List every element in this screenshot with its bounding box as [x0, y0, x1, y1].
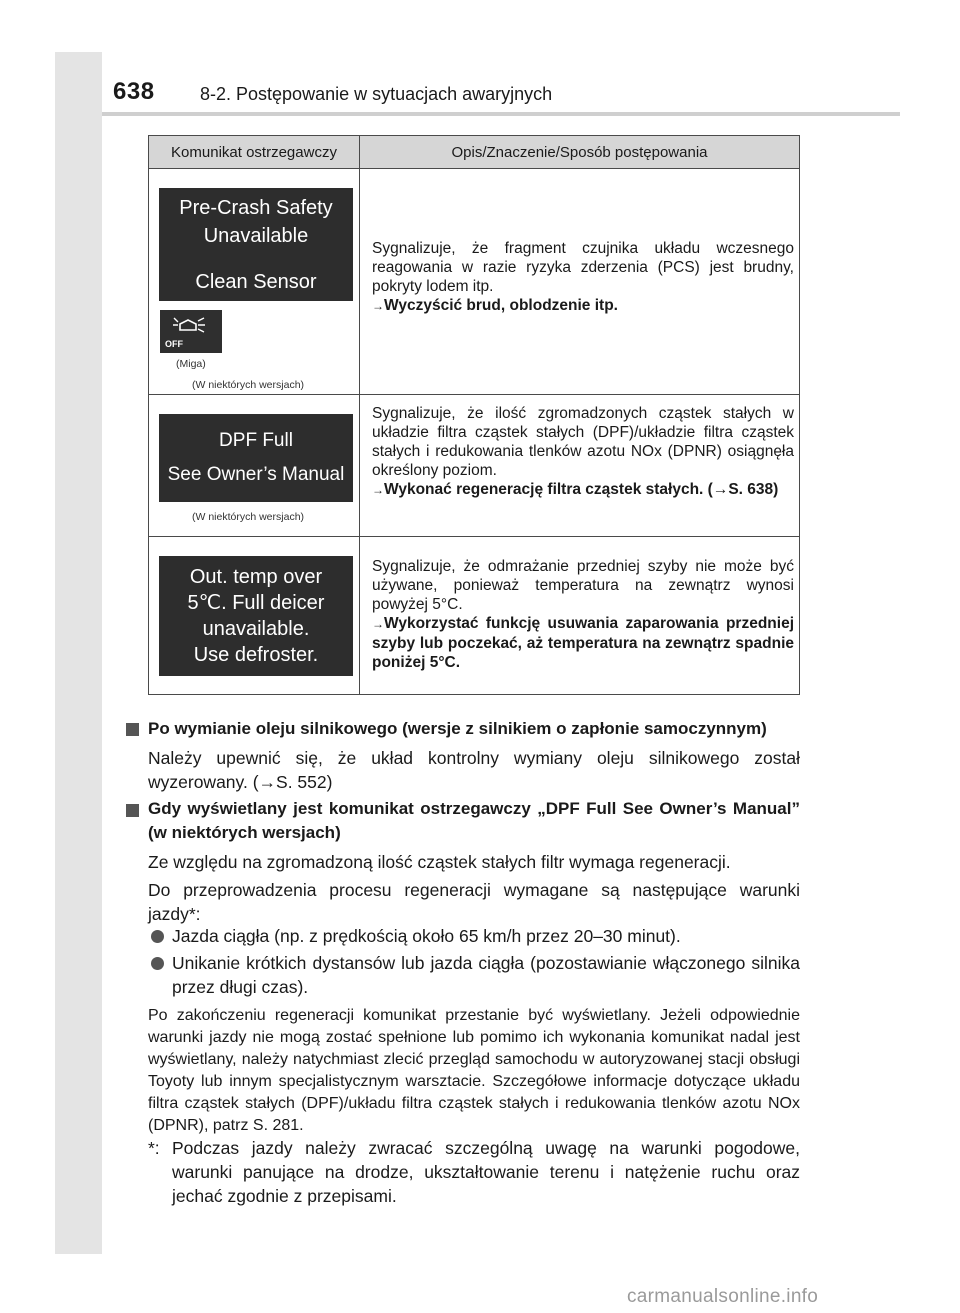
table-row	[149, 537, 800, 695]
warning-table	[148, 135, 800, 695]
action-text: Wykonać regenerację filtra cząstek stałych. (→S. 638)	[384, 481, 779, 498]
footnote-text: Podczas jazdy należy zwracać szczególną uwagę na warunki pogodowe, warunki panujące na drodze, ukształtowanie terenu i natężenie ruchu oraz jechać zgodnie z przepisami.	[172, 1138, 800, 1206]
page-header	[102, 52, 900, 114]
table-header-row	[149, 136, 800, 169]
dpf-text-3: Po zakończeniu regeneracji komunikat przestanie być wyświetlany. Jeżeli odpowiednie warunki jazdy nie mogą zostać spełnione lub pomimo ich wykonania komunikat nadal jest wyświetlany, należy natychmiast zlecić przegląd samochodu w autoryzowanej stacji obsługi Toyoty lub innym specjalistycznym warsztacie. Szczegółowe informacje dotyczące układu filtra cząstek stałych (DPF)/układu filtra cząstek stałych i redukowania tlenków azotu NOx (DPNR), patrz S. 281.	[148, 1007, 800, 1134]
pcs-off-label: OFF	[165, 339, 183, 349]
section-title: 8-2. Postępowanie w sytuacjach awaryjnych	[200, 84, 553, 104]
screen-line: 5℃. Full deicer	[187, 592, 325, 614]
table-row	[149, 395, 800, 537]
dpf-heading: Gdy wyświetlany jest komunikat ostrzegawczy „DPF Full See Owner’s Manual” (w niektórych wersjach)	[148, 799, 800, 842]
dpf-text-2: Do przeprowadzenia procesu regeneracji wymagane są następujące warunki jazdy*:	[148, 880, 800, 924]
header-rule	[102, 112, 900, 116]
display-screen-dpf	[159, 414, 353, 502]
round-bullet-icon	[151, 930, 164, 943]
description-text: Sygnalizuje, że ilość zgromadzonych cząstek stałych w układzie filtra cząstek stałych (DPF)/układzie filtra cząstek stałych i redukowania tlenków azotu NOx (DPNR) osiągnęła określony poziom.	[372, 405, 794, 479]
footnote-marker: *:	[148, 1138, 160, 1158]
screen-line: Unavailable	[203, 224, 309, 247]
display-screen-deicer	[159, 556, 353, 676]
square-bullet-icon	[126, 804, 139, 817]
blink-note: (Miga)	[176, 358, 206, 370]
arrow-icon: →	[372, 617, 384, 631]
description-cell	[360, 169, 800, 395]
watermark: carmanualsonline.info	[627, 1286, 819, 1307]
oil-heading: Po wymianie oleju silnikowego (wersje z silnikiem o zapłonie samoczynnym)	[148, 719, 767, 738]
screen-line: DPF Full	[219, 430, 293, 451]
description-text: Sygnalizuje, że odmrażanie przedniej szyby nie może być używane, ponieważ temperatura na zewnątrz wynosi powyżej 5°C.	[372, 558, 794, 613]
column-header-description: Opis/Znaczenie/Sposób postępowania	[360, 136, 800, 169]
arrow-icon: →	[372, 483, 384, 497]
description-cell	[360, 395, 800, 537]
screen-line: Pre-Crash Safety	[179, 196, 333, 219]
action-text: Wyczyścić brud, oblodzenie itp.	[384, 297, 618, 314]
description-cell	[360, 537, 800, 695]
message-image-cell	[149, 537, 360, 695]
screen-line: unavailable.	[202, 618, 310, 640]
description-text: Sygnalizuje, że fragment czujnika układu wczesnego reagowania w razie ryzyka zderzenia (PCS) jest brudny, pokryty lodem itp.	[372, 240, 794, 295]
version-note: (W niektórych wersjach)	[192, 379, 305, 391]
screen-line: Use defroster.	[193, 644, 319, 666]
screen-line: See Owner’s Manual	[167, 464, 345, 485]
table-row	[149, 169, 800, 395]
message-image-cell	[149, 395, 360, 537]
message-image-cell	[149, 169, 360, 395]
display-screen-pcs	[159, 188, 353, 301]
arrow-icon: →	[372, 299, 384, 313]
bullet-text-2: Unikanie krótkich dystansów lub jazda ciągła (pozostawianie włączonego silnika przez długi czas).	[172, 953, 800, 997]
screen-line: Clean Sensor	[195, 270, 317, 293]
page-number: 638	[113, 78, 155, 105]
round-bullet-icon	[151, 957, 164, 970]
screen-line: Out. temp over	[189, 566, 323, 588]
oil-text: Należy upewnić się, że układ kontrolny wymiany oleju silnikowego został wyzerowany. (→S. 552)	[148, 748, 800, 792]
side-bar	[55, 52, 102, 1254]
column-header-message: Komunikat ostrzegawczy	[149, 136, 360, 169]
action-text: Wykorzystać funkcję usuwania zaparowania przedniej szyby lub poczekać, aż temperatura na zewnątrz spadnie poniżej 5°C.	[372, 615, 794, 671]
bullet-text-1: Jazda ciągła (np. z prędkością około 65 km/h przez 20–30 minut).	[172, 926, 681, 946]
version-note: (W niektórych wersjach)	[192, 511, 305, 523]
dpf-text-1: Ze względu na zgromadzoną ilość cząstek stałych filtr wymaga regeneracji.	[148, 852, 731, 872]
square-bullet-icon	[126, 723, 139, 736]
